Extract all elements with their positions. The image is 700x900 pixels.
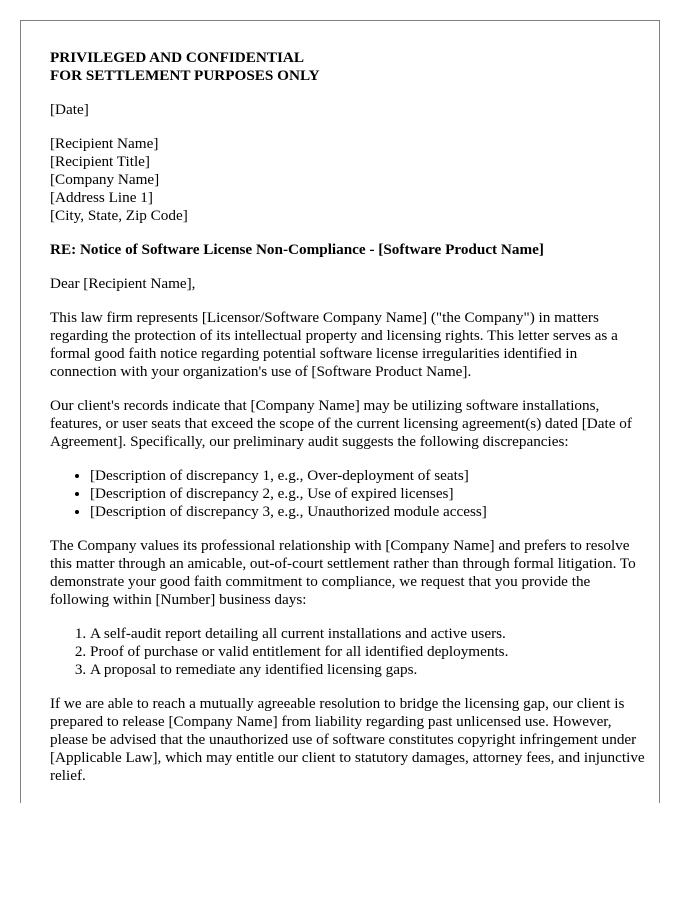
list-item: 1. A self-audit report detailing all current installations and active users. <box>90 625 646 643</box>
resolution-paragraph: If we are able to reach a mutually agreeable resolution to bridge the licensing gap, our client is prepared to release [Company Name] from liability regarding past unlicensed use. However, please be advised that the unauthorized use of software constitutes copyright infringement under [Applicable Law], which may entitle our client to statutory damages, attorney fees, and injunctive relief. <box>50 695 645 784</box>
salutation: Dear [Recipient Name], <box>50 275 196 292</box>
subject-line: RE: Notice of Software License Non-Compliance - [Software Product Name] <box>50 241 544 258</box>
list-item: • [Description of discrepancy 2, e.g., Use of expired licenses] <box>90 485 646 503</box>
intro-paragraph: This law firm represents [Licensor/Software Company Name] ("the Company") in matters regarding the protection of its intellectual property and licensing rights. This letter serves as a formal good faith notice regarding potential software license irregularities identified in connection with your organization's use of [Software Product Name]. <box>50 309 618 380</box>
settlement-line: FOR SETTLEMENT PURPOSES ONLY <box>50 67 320 84</box>
discrepancy-list <box>50 467 646 521</box>
list-item: 2. Proof of purchase or valid entitlement for all identified deployments. <box>90 643 646 661</box>
letter-page <box>20 20 660 803</box>
list-item: 3. A proposal to remediate any identified licensing gaps. <box>90 661 646 679</box>
recipient-address-block <box>50 135 646 225</box>
recipient-company: [Company Name] <box>50 171 160 188</box>
recipient-name: [Recipient Name] <box>50 135 159 152</box>
settlement-paragraph: The Company values its professional relationship with [Company Name] and prefers to resolve this matter through an amicable, out-of-court settlement rather than through formal litigation. To demonstrate your good faith commitment to compliance, we request that you provide the following within [Number] business days: <box>50 537 636 608</box>
list-item: • [Description of discrepancy 3, e.g., Unauthorized module access] <box>90 503 646 521</box>
recipient-city-state-zip: [City, State, Zip Code] <box>50 207 188 224</box>
letter-body <box>50 49 646 801</box>
letter-date: [Date] <box>50 101 89 118</box>
recipient-address-line: [Address Line 1] <box>50 189 153 206</box>
request-list <box>50 625 646 679</box>
recipient-title: [Recipient Title] <box>50 153 150 170</box>
confidential-line: PRIVILEGED AND CONFIDENTIAL <box>50 49 305 66</box>
list-item: • [Description of discrepancy 1, e.g., Over-deployment of seats] <box>90 467 646 485</box>
confidentiality-header <box>50 49 646 85</box>
records-paragraph: Our client's records indicate that [Company Name] may be utilizing software installations, features, or user seats that exceed the scope of the current licensing agreement(s) dated [Date of Agreement]. Specifically, our preliminary audit suggests the following discrepancies: <box>50 397 632 450</box>
